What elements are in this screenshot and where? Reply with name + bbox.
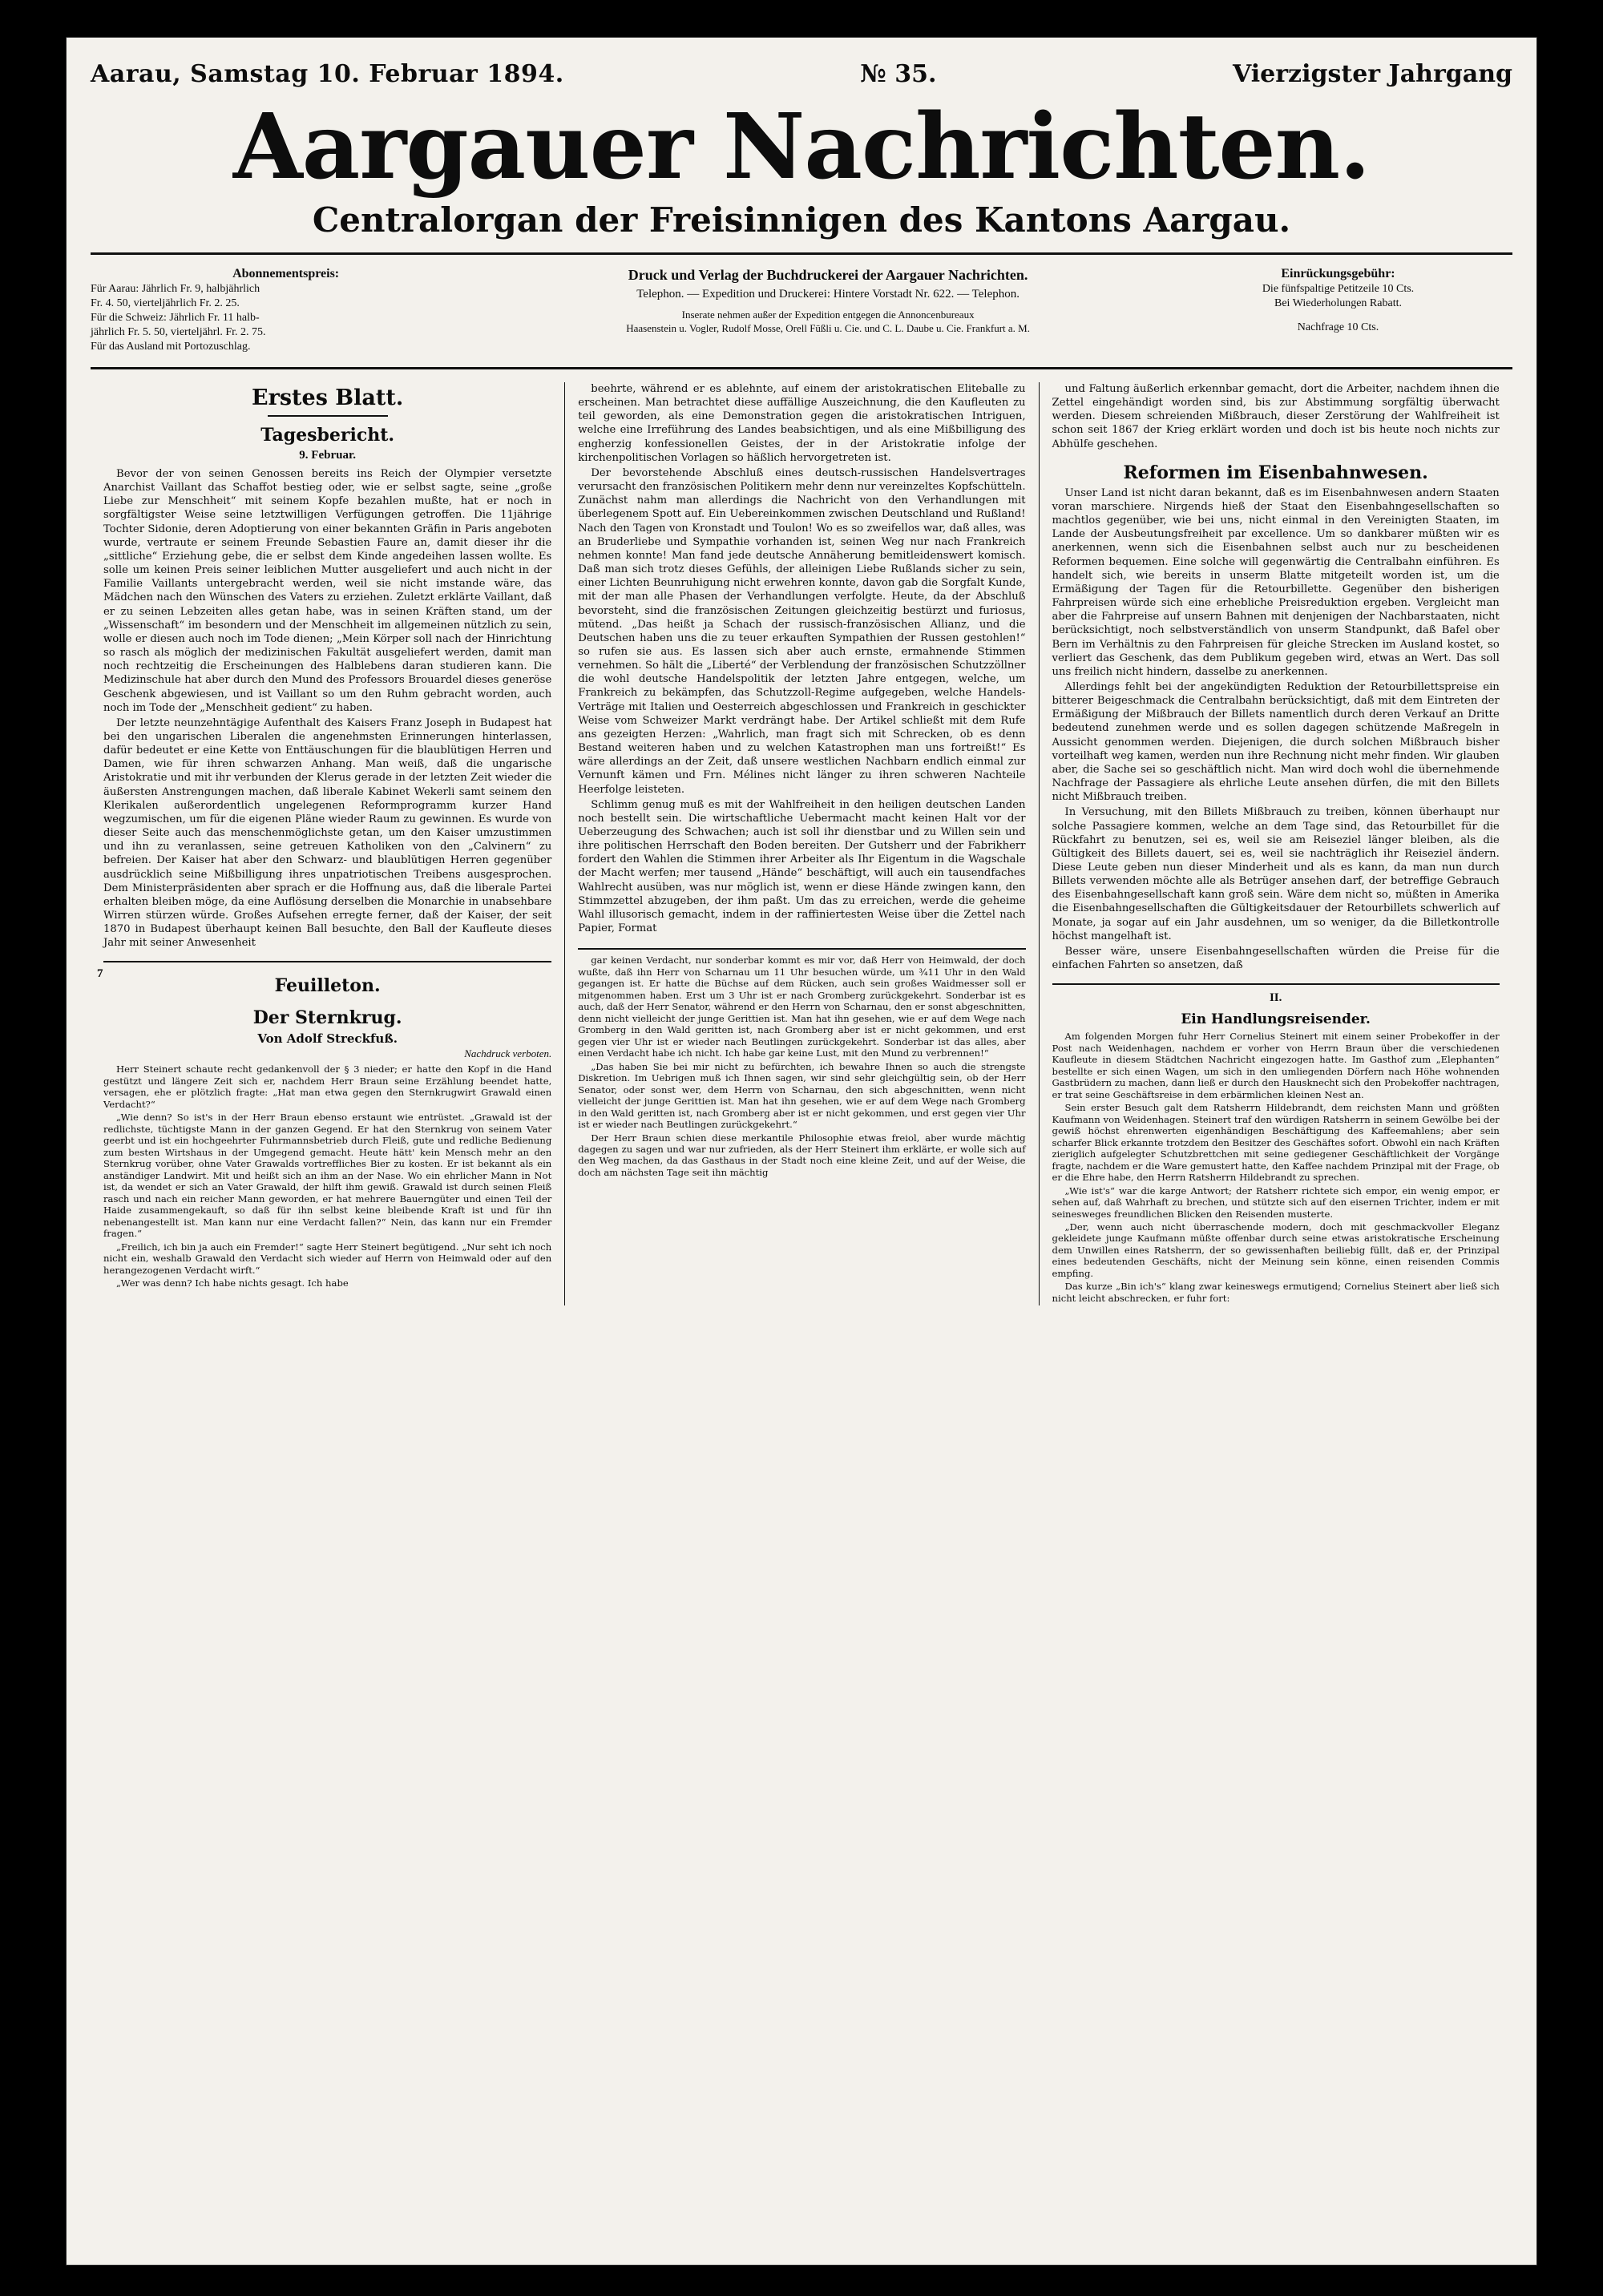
ads-line-1: Inserate nehmen außer der Expedition entgegen die Annoncenbureaux [681, 309, 975, 321]
column-three [1039, 382, 1512, 1305]
paragraph: Bevor der von seinen Genossen bereits ins Reich der Olympier versetzte Anarchist Vaillant das Schaffot bestieg oder, wie er selbst sagte, seine „große Liebe zur Menschheit“ mit seinem Kopfe bezahlen mußte, hat er noch in sorgfältigster Weise seine letztwilligen Verfügungen getroffen. Die 11jährige Tochter Sidonie, deren Adoptierung von einer bekannten Gräfin in Paris angeboten wurde, vertraute er seinem Freunde Sebastien Faure an, damit dieser ihr die „sittliche“ Erziehung gebe, die er selbst dem Kinde angedeihen lassen wollte. Es solle um keinen Preis seiner leiblichen Mutter ausgeliefert und auch nicht in der Familie Vaillants untergebracht werden, weil sie nicht imstande wäre, das Mädchen nach den Wünschen des Vaters zu erziehen. Zuletzt erklärte Vaillant, daß er zu seinen Lebzeiten alles getan habe, was in seinen Kräften stand, um der „Wissenschaft“ im besondern und der Menschheit im allgemeinen nützlich zu sein, wolle er diesen auch noch im Tode dienen; „Mein Körper soll nach der Hinrichtung so rasch als möglich der medizinischen Fakultät ausgeliefert werden, damit man noch rechtzeitig die Erscheinungen des Halblebens daran studieren kann. Die Medizinschule hat aber durch den Mund des Professors Brouardel dieses generöse Geschenk abgewiesen, und ist Vaillant so um den Ruhm gebracht worden, auch noch im Tode der „Menschheit gedient“ zu haben. [103, 468, 552, 714]
publisher-line: Druck und Verlag der Buchdruckerei der Aargauer Nachrichten. [628, 267, 1028, 283]
subscription-line-1: Für Aarau: Jährlich Fr. 9, halbjährlich [91, 283, 260, 296]
paragraph: und Faltung äußerlich erkennbar gemacht, dort die Arbeiter, nachdem ihnen die Zettel eingehändigt worden sind, bis zur Abstimmung sorgfältig überwacht werden. Diesem schreienden Mißbrauch, dieser Zerstörung der Wahlfreiheit ist schon seit 1867 der Krieg erklärt worden und doch ist bis heute noch nichts zur Abhülfe geschehen. [1052, 383, 1500, 450]
paragraph: Allerdings fehlt bei der angekündigten Reduktion der Retourbillettspreise ein bitterer Beigeschmack die Centralbahn berücksichtigt, daß mit dem Eintreten der Ermäßigung der Mißbrauch der Billets namentlich durch deren Verkauf an Dritte bedeutend zunehmen werde und es sollen dagegen schützende Maßregeln in Aussicht genommen werden. Diejenigen, die durch solchen Mißbrauch bisher vorteilhaft weg kamen, werden nun ihre Rechnung nicht mehr finden. Wir glauben aber, die Sache sei so geschäftlich nicht. Man wird doch wohl die übernehmende Nachfrage der Passagiere als ehrliche Leute ansehen dürfen, die mit den Billets nicht Mißbrauch treiben. [1052, 680, 1500, 804]
column-one-body [103, 467, 551, 950]
paragraph: Schlimm genug muß es mit der Wahlfreiheit in den heiligen deutschen Landen noch bestellt sein. Die wirtschaftliche Uebermacht macht keinen Halt vor der Ueberzeugung des Schwachen; auch ist soll ihr dienstbar und zu Willen sein und ihre politischen Herrschaft den Boden bereiten. Der Gutsherr und der Fabrikherr fordert den Wahlen die Stimmen ihrer Arbeiter als Ihr Eigentum in die Wagschale der Macht werfen; mer tausend „Hände“ beschäftigt, will auch ein tausendfaches Wahlrecht ausüben, was nur möglich ist, wenn er diese Hände zwingen kann, den Stimmzettel abzugeben, der ihm paßt. Um das zu erreichen, werde die geheime Wahl illusorisch gemacht, indem in der raffiniertesten Weise über die Zettel nach Papier, Format [578, 798, 1026, 935]
sheet-divider [268, 415, 388, 417]
column-two [564, 382, 1038, 1305]
story-continued-two [578, 948, 1025, 1178]
subscription-line-4: jährlich Fr. 5. 50, vierteljährl. Fr. 2. 75. [91, 326, 266, 339]
rates-line-2: Bei Wiederholungen Rabatt. [1274, 297, 1402, 310]
column-three-body [1052, 382, 1500, 451]
page-subtitle: Centralorgan der Freisinnigen des Kantons Aargau. [312, 200, 1291, 240]
paragraph: Besser wäre, unsere Eisenbahngesellschaften würden die Preise für die einfachen Fahrten so ansetzen, daß [1052, 945, 1500, 972]
rates-line-3: Nachfrage 10 Cts. [1297, 321, 1379, 334]
story-byline: Von Adolf Streckfuß. [257, 1031, 398, 1047]
paragraph: „Der, wenn auch nicht überraschende modern, doch mit geschmackvoller Eleganz gekleidete junge Kaufmann müßte offenbar durch seine etwas aristokratische Erscheinung dem Unwillen eines Ratsherrn, der so gewissenhaften beiliebig füllt, daß er, der Prinzipal eines bedeutenden Geschäfts, nicht der Meinung sein könne, einen reisenden Commis empfing. [1052, 1221, 1500, 1279]
rates-line-1: Die fünfspaltige Petitzeile 10 Cts. [1262, 283, 1415, 296]
subscription-block [91, 266, 492, 354]
paragraph: beehrte, während er es ablehnte, auf einem der aristokratischen Eliteballe zu erscheinen. Man betrachtet diese auffällige Auszeichnung, die den Kaufleuten zu teil geworden, als eine Demonstration gegen die aristokratischen Intriguen, welche eine Irreführung des Landes beabsichtigen, und als eine Mißbilligung des engherzig konfessionellen Geistes, der in der Aristokratie infolge der kirchenpolitischen Vorlagen so häßlich hervorgetreten ist. [578, 383, 1026, 464]
issue-number: № 35. [860, 60, 937, 88]
feuilleton-heading: Feuilleton. [274, 975, 381, 997]
daily-report-date: 9. Februar. [299, 449, 356, 462]
ads-line-2: Haasenstein u. Vogler, Rudolf Mosse, Orell Füßli u. Cie. und C. L. Daube u. Cie. Frankfurt a. M. [626, 321, 1030, 334]
paragraph: „Wie denn? So ist's in der Herr Braun ebenso erstaunt wie entrüstet. „Grawald ist der redlichste, tüchtigste Mann in der ganzen Gegend. Er hat den Sternkrug von seinem Vater geerbt und ist ein hochgeehrter Fuhrmannsbetrieb durch Fleiß, gute und redliche Bedienung zum besten Wirtshaus in der Umgegend gemacht. Heute hätt' kein Mensch mehr an den Sternkrug vorüber, ohne Vater Grawalds vortreffliches Bier zu kosten. Er ist bekannt als ein anständiger Landwirt. Mit und heißt sich an ihm an der Nase. Wo ein ehrlicher Mann in Not ist, da wendet er sich an Vater Grawald, der hilft ihm gewiß. Grawald ist durch seinen Fleiß rasch und nach ein reicher Mann geworden, er hat mehrere Bauerngüter und einen Teil der Haide zusammengekauft, so daß für ihn selbst keine bleibende Kraft ist und für ihn nebenangestellt ist. Man kann nur eine Verdacht fallen?“ Nein, das kann nur ein Fremder fragen.“ [103, 1112, 552, 1240]
subscription-heading: Abonnementspreis: [232, 267, 340, 280]
page-marker: 7 [97, 967, 103, 981]
paragraph: „Freilich, ich bin ja auch ein Fremder!“ sagte Herr Steinert begütigend. „Nur seht ich noch nicht ein, weshalb Grawald den Verdacht sich wieder auf Herrn von Heimwald oder auf den herangezogenen Verdacht wirft.“ [103, 1241, 552, 1276]
railway-body [1052, 486, 1500, 972]
volume-label: Vierzigster Jahrgang [1233, 60, 1512, 88]
chapter-number: II. [1269, 991, 1282, 1005]
subscription-line-5: Für das Ausland mit Portozuschlag. [91, 341, 251, 353]
column-one [91, 382, 564, 1305]
reprint-note: Nachdruck verboten. [464, 1047, 552, 1060]
newspaper-page [67, 38, 1536, 2265]
info-band [67, 260, 1536, 362]
content-columns [67, 374, 1536, 1305]
publisher-block [492, 266, 1164, 354]
paragraph: In Versuchung, mit den Billets Mißbrauch zu treiben, können überhaupt nur solche Passagiere kommen, welche an dem Tage sind, das Retourbillet für die Rückfahrt zu benutzen, sei es, weil sie am Reiseziel länger bleiben, als die Gültigkeit des Billets dauert, sei es, weil sie nachträglich ihr Reiseziel ändern. Diese Leute geben nun dieser Minderheit und als es kann, da man nun durch Billets verwenden möchte alle als Betrüger ansehen darf, der betreffige Gebrauch des Eisenbahngesellschaft kann groß sein. Wäre dem nicht so, müßten in Amerika die Eisenbahngesellschaften die Gültigkeitsdauer der Retourbillets schwerlich auf Monate, ja sogar auf ein Jahr ausdehnen, um so weniger, da die Billetkontrolle höchst mangelhaft ist. [1052, 806, 1500, 942]
paragraph: „Das haben Sie bei mir nicht zu befürchten, ich bewahre Ihnen so auch die strengste Diskretion. Im Uebrigen muß ich Ihnen sagen, wir sind sehr gleichgültig sein, ob der Herr Senator, oder sonst wer, dem Herrn von Scharnau, den sich abgeschnitten, wenn nicht vielleicht der junge Gerittien ist. Man hat ihn gesehen, wie er auf dem Wege nach Gromberg in den Wald geritten ist, nach Gromberg aber ist er nicht gekommen, und erst gegen vier Uhr ist er wieder nach Beutlingen zurückgekehrt.“ [578, 1060, 1026, 1131]
column-two-body [578, 382, 1025, 935]
paragraph: Sein erster Besuch galt dem Ratsherrn Hildebrandt, dem reichsten Mann und größten Kaufmann von Weidenhagen. Steinert traf den würdigen Ratsherrn in seinem Gewölbe bei der gewiß höchst ehrenwerten eigenhändigen Beschäftigung des Kaffeemahlens; aber sein scharfer Blick erkannte trotzdem den Besitzer des Geschäftes sofort. Obwohl ein nach Kräften zieriglich aufgelegter Schutzbrettchen mit seine gediegener Geschäftlichkeit der Vorgänge fragte, nachdem er die Ware gemustert hatte, den Kaffee nachdem Prinzipal mit der Frage, ob er die Ehre habe, den Herrn Ratsherrn Hildebrandt zu sprechen. [1052, 1102, 1500, 1184]
paragraph: gar keinen Verdacht, nur sonderbar kommt es mir vor, daß Herr von Heimwald, der doch wußte, daß ihn Herr von Scharnau um 11 Uhr besuchen würde, um ¾11 Uhr in den Wald gegangen ist. Er hatte die Büchse auf dem Rücken, auch sein großes Waidmesser soll er mitgenommen haben. Erst um 3 Uhr ist er nach Gromberg zurückgekehrt. Sonderbar ist es auch, daß der Herr Senator, während er den Herrn von Scharnau, den er sonst abgeschnitten, denn nicht vielleicht der junge Gerittien ist. Man hat ihn gesehen, wie er auf dem Wege nach Gromberg in den Wald geritten ist, nach Gromberg aber ist er nicht gekommen, und erst gegen vier Uhr ist er wieder nach Beutlingen zurückgekehrt. Sonderbar ist das alles, aber einen Verdacht habe ich nicht. Ich habe gar keine Lust, mit den Mund zu verbrennen!“ [578, 954, 1026, 1059]
masthead-top-row [67, 38, 1536, 88]
telephone-line: Telephon. — Expedition und Druckerei: Hintere Vorstadt Nr. 622. — Telephon. [636, 288, 1020, 301]
paragraph: „Wie ist's“ war die karge Antwort; der Ratsherr richtete sich empor, ein wenig empor, er sehen auf, daß Wahrhaft zu brechen, und stützte sich auf den eisernen Trichter, indem er mit seinesweges freundlichen Blicken den Reisenden musterte. [1052, 1184, 1500, 1220]
railway-heading: Reformen im Eisenbahnwesen. [1123, 462, 1428, 483]
subscription-line-2: Fr. 4. 50, vierteljährlich Fr. 2. 25. [91, 297, 240, 310]
rates-heading: Einrückungsgebühr: [1281, 267, 1395, 280]
traveller-section [1052, 983, 1500, 1304]
paragraph: Herr Steinert schaute recht gedankenvoll der § 3 nieder; er hatte den Kopf in die Hand gestützt und längere Zeit sich er, nachdem Herr Braun seine Erzählung beendet hatte, versagen, ehe er plötzlich fragte: „Hat man etwa gegen den Sternkrugwirt Grawald einen Verdacht?“ [103, 1063, 552, 1110]
paragraph: Der bevorstehende Abschluß eines deutsch-russischen Handelsvertrages verursacht den französischen Politikern mehr denn nur vereinzeltes Kopfschütteln. Zunächst nahm man allerdings die Nachricht von den Verhandlungen mit überlegenem Spott auf. Ein Uebereinkommen zwischen Deutschland und Rußland! Nach den Tagen von Kronstadt und Toulon! Wo es so zweifellos war, daß alles, was an Bruderliebe und Sympathie vorhanden ist, seinen Weg nur nach Frankreich nehmen konnte! Man fand jede deutsche Annäherung bemitleidenswert komisch. Daß man sich trotz dieses Gefühls, der alleinigen Liebe Rußlands sicher zu sein, einer Lichten Beunruhigung nicht erwehren konnte, davon gab die Sorgfalt Kunde, mit der man alle Phasen der Verhandlungen verfolgte. Heute, da der Abschluß bevorsteht, sind die französischen Zeitungen gleichzeitig bestürzt und furiosus, mütend. „Das heißt ja Schach der russisch-französischen Allianz, und die Deutschen haben uns die zu teuer erkauften Sympathien der Russen gestohlen!“ so rufen sie aus. Es lassen sich aber auch ernste, ermahnende Stimmen vernehmen. So hält die „Liberté“ der Verblendung der französischen Schutzzöllner die wohl deutsche Handelspolitik der letzten Jahre entgegen, welche, um Frankreich zu bekämpfen, das Schutzzoll-Regime aufgegeben, welche Handels-Verträge mit Italien und Oesterreich abgeschlossen und Frankreich in geschickter Weise vom Schweizer Markt verdrängt habe. Der Artikel schließt mit dem Rufe ans gezeigten Herzen: „Wahrlich, man fragt sich mit Schrecken, ob es denn Bestand weiteren haben und zu welchen Katastrophen man uns fortreißt!“ Es wäre allerdings an der Zeit, daß unsere westlichen Nachbarn endlich einmal zur Vernunft kämen und Frn. Mélines nicht länger zu ihren schweren Nachteile Heerfolge leisteten. [578, 466, 1026, 796]
paragraph: Der Herr Braun schien diese merkantile Philosophie etwas freiol, aber wurde mächtig dagegen zu sagen und war nur zufrieden, als der Herr Steinert ihm erklärte, er wolle sich auf den Weg machen, da das Gasthaus in der Stadt noch eine kleine Zeit, und auf der Weise, die doch am nächsten Tage seit ihn mächtig [578, 1132, 1026, 1178]
story-title: Der Sternkrug. [252, 1007, 402, 1029]
divider-top [91, 252, 1512, 255]
feuilleton-section [97, 961, 552, 1289]
paragraph: „Wer was denn? Ich habe nichts gesagt. Ich habe [116, 1277, 349, 1289]
paragraph: Unser Land ist nicht daran bekannt, daß es im Eisenbahnwesen andern Staaten voran marschiere. Nirgends hieß der Staat den Eisenbahngesellschaften so machtlos gegenüber, wie bei uns, nicht einmal in den Vereinigten Staaten, im Lande der Ausbeutungsfreiheit par excellence. Um so dankbarer müßten wir es anerkennen, wenn sich die Eisenbahnen selbst auch nur zu bescheidenen Reformen bequemen. Eine solche will gegenwärtig die Centralbahn einführen. Es handelt sich, wie bereits in unserm Blatte mitgeteilt worden ist, um die Ermäßigung der Tagen für die Retourbillette. Gegenüber den bisherigen Fahrpreisen würde sich eine erhebliche Preisreduktion ergeben. Vergleicht man aber die Fahrpreise auf unsern Bahnen mit denjenigen der Nachbarstaaten, nicht berücksichtigt, noch selbstverständlich von unserm Standpunkt, daß Bafel ober Bern im Verhältnis zu den Fahrpreisen für gleiche Strecken im Ausland kostet, so verliert das Geschenk, das dem Publikum gegeben wird, etwas an Wert. Das soll uns freilich nicht hindern, dasselbe zu anerkennen. [1052, 486, 1500, 678]
paragraph: Das kurze „Bin ich's“ klang zwar keineswegs ermutigend; Cornelius Steinert aber ließ sich nicht leicht abschrecken, er fuhr fort: [1052, 1281, 1500, 1304]
sheet-heading: Erstes Blatt. [252, 385, 404, 410]
rates-block [1164, 266, 1512, 354]
paragraph: Der letzte neunzehntägige Aufenthalt des Kaisers Franz Joseph in Budapest hat bei den ungarischen Liberalen die angenehmsten Erinnerungen hinterlassen, dafür bedeutet er eine Kette von Enttäuschungen für die blaublütigen Herren und Damen, wie für ihren schwarzen Anhang. Man weiß, daß die ungarische Aristokratie und mit ihr verbunden der Klerus gerade in der letzten Zeit wieder die äußersten Anstrengungen machen, daß liberale Kabinet Wekerli samt seinem den Klerikalen außerordentlich ungelegenen Reformprogramm kurzer Hand wegzumischen, um für die eigenen Pläne wieder Raum zu gewinnen. Es wurde von dieser Seite auch das menschenmöglichste getan, um den Kaiser umzustimmen und ihn zu veranlassen, seine getreuen Katholiken von den „Calvinern“ zu befreien. Der Kaiser hat aber den Schwarz- und blaublütigen Herren gegenüber ausdrücklich seine Mißbilligung ihres unpatriotischen Treibens ausgesprochen. Dem Ministerpräsidenten aber sprach er die Hoffnung aus, daß die liberale Partei erhalten bleiben möge, da eine Auflösung derselben die Monarchie in unabsehbare Wirren stürzen würde. Großes Aufsehen erregte ferner, daß der Kaiser, der seit 1870 in Budapest überhaupt keinen Ball besuchte, den Ball der Kaufleute dieses Jahr mit seiner Anwesenheit [103, 716, 552, 950]
subscription-line-3: Für die Schweiz: Jährlich Fr. 11 halb- [91, 312, 260, 325]
traveller-heading: Ein Handlungsreisender. [1181, 1011, 1371, 1028]
traveller-body [1052, 1031, 1500, 1304]
page-title: Aargauer Nachrichten. [232, 95, 1371, 200]
daily-report-heading: Tagesbericht. [260, 425, 395, 446]
divider-band [91, 367, 1512, 369]
place-date: Aarau, Samstag 10. Februar 1894. [91, 60, 564, 88]
paragraph: Am folgenden Morgen fuhr Herr Cornelius Steinert mit einem seiner Probekoffer in der Post nach Weidenhagen, nachdem er vorher von Herrn Braun über die verschiedenen Kaufleute in diesem Städtchen Nachricht eingezogen hatte. Im Gasthof zum „Elephanten“ bestellte er sich einen Wagen, um sich in den umliegenden Dörfern nach Höhe wohnenden Gastbrüdern zu machen, dann ließ er durch den Hausknecht sich den Probekoffer nachtragen, er trat seine Geschäftsreise in dem erbärmlichen kleinen Nest an. [1052, 1031, 1500, 1100]
story-body-one [103, 1063, 551, 1289]
